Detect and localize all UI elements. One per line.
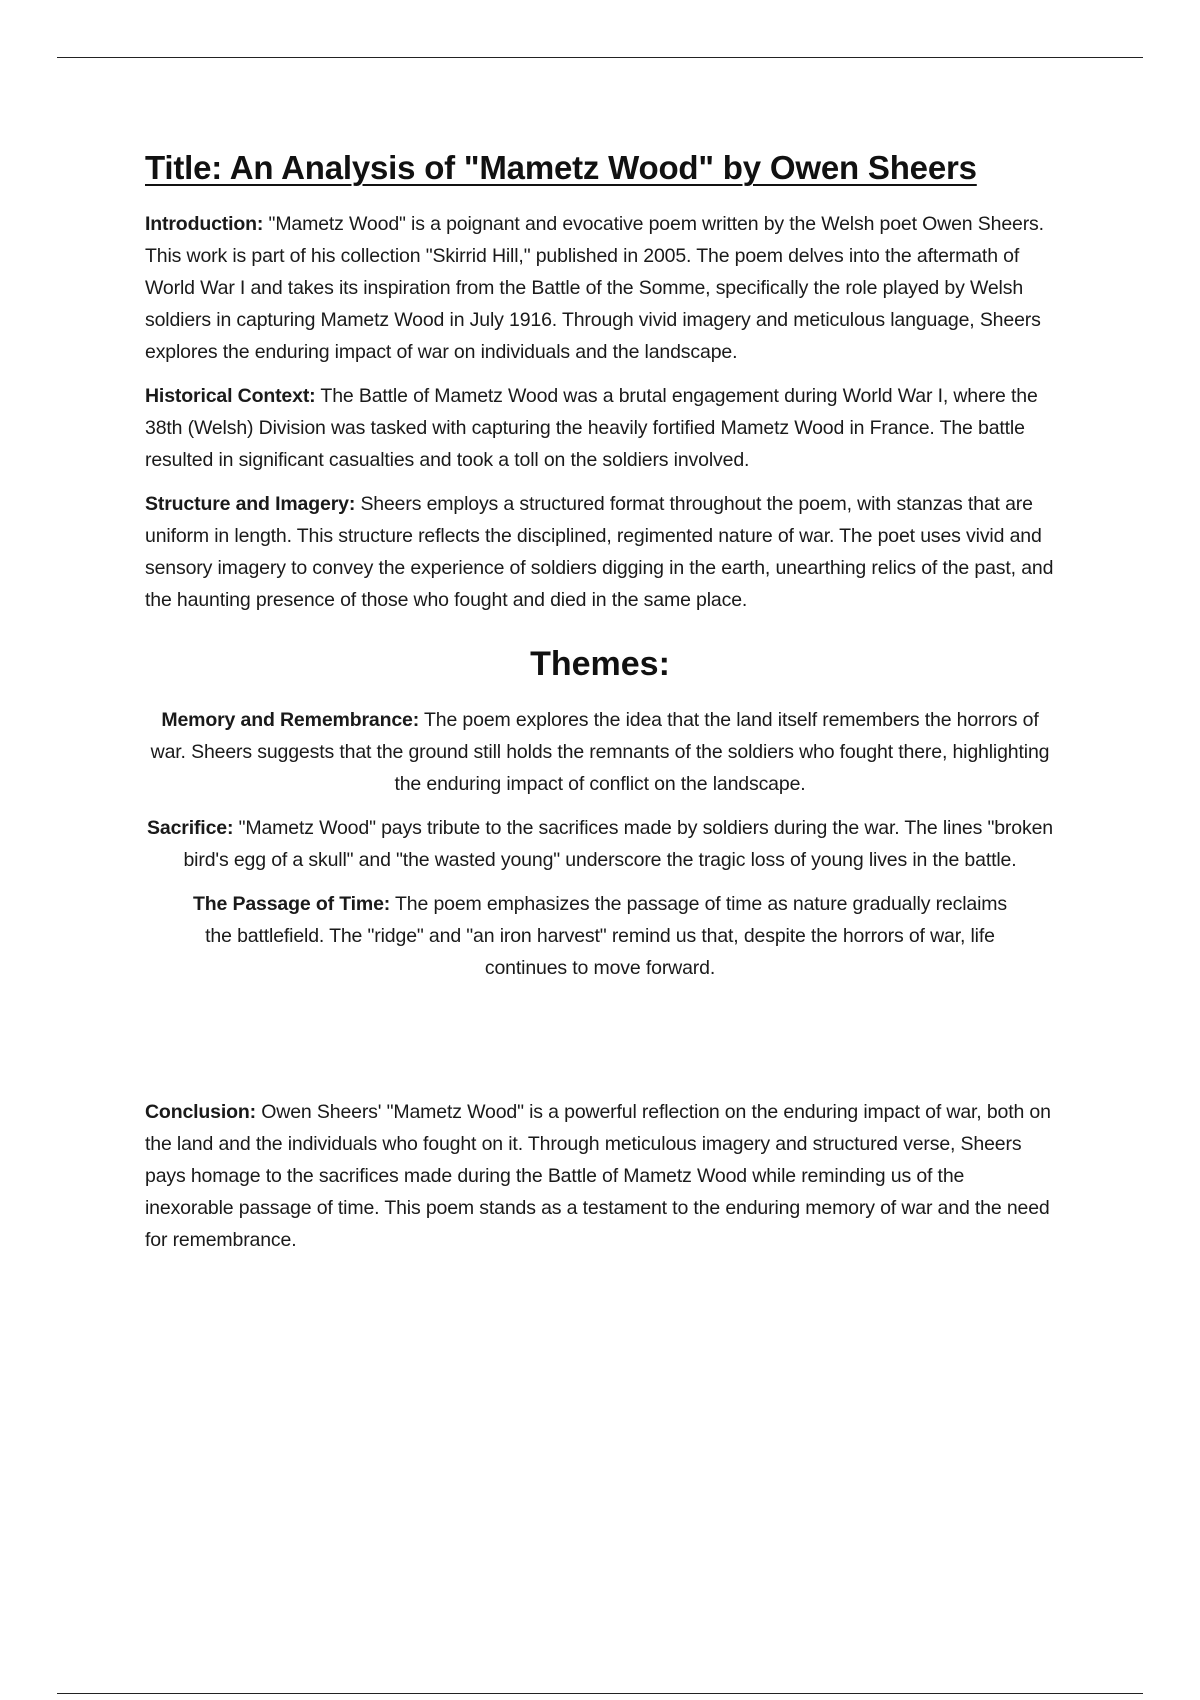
- memory-label: Memory and Remembrance:: [161, 709, 420, 732]
- introduction-text: "Mametz Wood" is a poignant and evocative poem written by the Welsh poet Owen Sheers. This work is part of his collection "Skirrid Hill," published in 2005. The poem delves into the aftermath of World War I and takes its inspiration from the Battle of the Somme, specifically the role played by Welsh soldiers in capturing Mametz Wood in July 1916. Through vivid imagery and meticulous language, Sheers explores the enduring impact of war on individuals and the landscape.: [145, 212, 1044, 363]
- historical-context-text: The Battle of Mametz Wood was a brutal engagement during World War I, where the 38th (Welsh) Division was tasked with capturing the heavily fortified Mametz Wood in France. The battle resulted in significant casualties and took a toll on the soldiers involved.: [145, 384, 1038, 471]
- structure-imagery-paragraph: [145, 488, 1055, 616]
- historical-context-paragraph: [145, 380, 1055, 476]
- conclusion-text: Owen Sheers' "Mametz Wood" is a powerful reflection on the enduring impact of war, both on the land and the individuals who fought on it. Through meticulous imagery and structured verse, Sheers pays homage to the sacrifices made during the Battle of Mametz Wood while reminding us of the inexorable passage of time. This poem stands as a testament to the enduring memory of war and the need for remembrance.: [145, 1101, 1051, 1252]
- themes-heading: Themes:: [530, 644, 670, 683]
- memory-paragraph: [145, 704, 1055, 800]
- document-title: Title: An Analysis of "Mametz Wood" by Owen Sheers: [145, 149, 977, 186]
- footer-rule: [57, 1693, 1143, 1694]
- introduction-paragraph: [145, 208, 1055, 368]
- structure-imagery-label: Structure and Imagery:: [145, 492, 356, 515]
- document-body: [145, 148, 1055, 1268]
- memory-text: The poem explores the idea that the land itself remembers the horrors of war. Sheers suggests that the ground still holds the remnants of the soldiers who fought there, highlighting the enduring impact of conflict on the landscape.: [150, 709, 1050, 796]
- passage-of-time-label: The Passage of Time:: [193, 893, 391, 916]
- conclusion-label: Conclusion:: [145, 1101, 257, 1124]
- sacrifice-label: Sacrifice:: [147, 817, 234, 840]
- passage-of-time-paragraph: [145, 888, 1055, 984]
- passage-of-time-text: The poem emphasizes the passage of time as nature gradually reclaims the battlefield. The "ridge" and "an iron harvest" remind us that, despite the horrors of war, life continues to move forward.: [205, 893, 1007, 980]
- historical-context-label: Historical Context:: [145, 384, 316, 407]
- header-rule: [57, 57, 1143, 58]
- conclusion-paragraph: [145, 1096, 1055, 1256]
- structure-imagery-text: Sheers employs a structured format throughout the poem, with stanzas that are uniform in length. This structure reflects the disciplined, regimented nature of war. The poet uses vivid and sensory imagery to convey the experience of soldiers digging in the earth, unearthing relics of the past, and the haunting presence of those who fought and died in the same place.: [145, 492, 1054, 611]
- introduction-label: Introduction:: [145, 212, 264, 235]
- sacrifice-paragraph: [145, 812, 1055, 876]
- sacrifice-text: "Mametz Wood" pays tribute to the sacrifices made by soldiers during the war. The lines "broken bird's egg of a skull" and "the wasted young" underscore the tragic loss of young lives in the battle.: [183, 817, 1053, 872]
